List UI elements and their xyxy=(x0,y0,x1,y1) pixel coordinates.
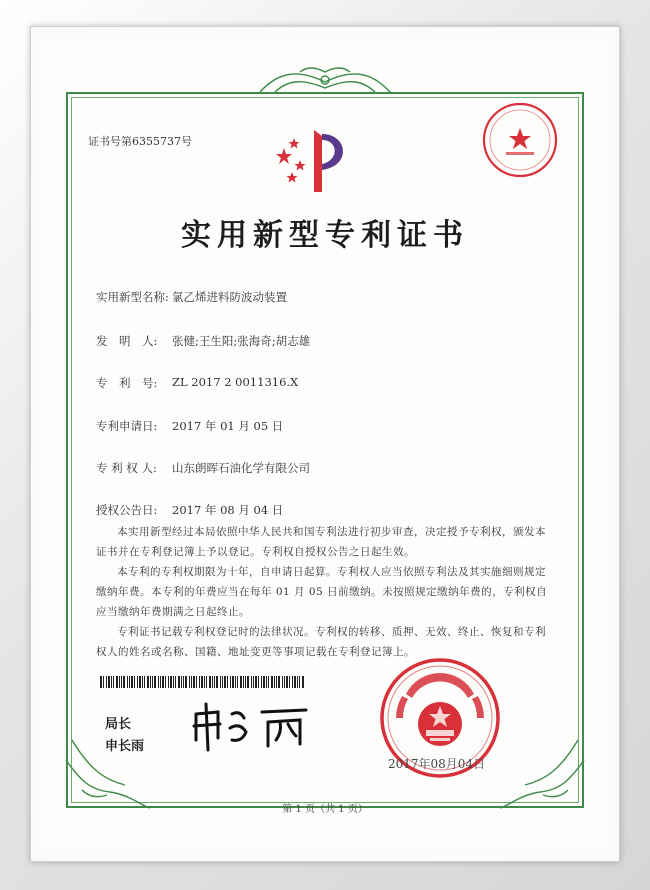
barcode-bar xyxy=(147,676,149,688)
field-label-inventor: 发 明 人: xyxy=(96,334,158,348)
barcode-bar xyxy=(206,676,207,688)
barcode-bar xyxy=(134,676,135,688)
barcode-bar xyxy=(253,676,254,688)
barcode-bar xyxy=(212,676,213,688)
barcode-bar xyxy=(245,676,246,688)
barcode-bar xyxy=(175,676,176,688)
barcode-bar xyxy=(204,676,205,688)
barcode xyxy=(100,676,306,688)
barcode-bar xyxy=(162,676,164,688)
seal-date: 2017年08月04日 xyxy=(388,757,486,771)
barcode-bar xyxy=(274,676,275,688)
barcode-bar xyxy=(297,676,298,688)
barcode-bar xyxy=(227,676,228,688)
barcode-bar xyxy=(137,676,138,688)
barcode-bar xyxy=(100,676,102,688)
barcode-bar xyxy=(129,676,130,688)
barcode-bar xyxy=(160,676,161,688)
field-label-patentee: 专 利 权 人: xyxy=(96,461,157,475)
handwritten-signature-icon xyxy=(188,700,328,752)
barcode-bar xyxy=(201,676,203,688)
barcode-bar xyxy=(232,676,234,688)
barcode-bar xyxy=(282,676,283,688)
barcode-bar xyxy=(116,676,118,688)
barcode-bar xyxy=(276,676,277,688)
barcode-bar xyxy=(286,676,288,688)
field-label-grant-date: 授权公告日: xyxy=(96,503,158,517)
barcode-bar xyxy=(243,676,244,688)
barcode-bar xyxy=(302,676,304,688)
barcode-bar xyxy=(255,676,257,688)
barcode-bar xyxy=(189,676,190,688)
barcode-bar xyxy=(209,676,211,688)
barcode-bar xyxy=(106,676,107,688)
barcode-bar xyxy=(144,676,145,688)
barcode-bar xyxy=(191,676,192,688)
barcode-bar xyxy=(103,676,104,688)
barcode-bar xyxy=(278,676,280,688)
barcode-bar xyxy=(121,676,122,688)
barcode-bar xyxy=(158,676,159,688)
barcode-bar xyxy=(268,676,269,688)
paragraph-term: 本专利的专利权期限为十年，自申请日起算。专利权人应当依照专利法及其实施细则规定缴纳年费。本专利的年费应当在每年 01 月 05 日前缴纳。未按照规定缴纳年费的，专利权自应当缴纳年费期满之日起终止。 xyxy=(96,566,548,618)
field-value-grant-date: 2017 年 08 月 04 日 xyxy=(172,503,284,517)
barcode-bar xyxy=(150,676,151,688)
barcode-bar xyxy=(251,676,252,688)
certificate-number: 证书号第6355737号 xyxy=(88,135,192,148)
chief-name: 申长雨 xyxy=(105,739,145,754)
barcode-bar xyxy=(168,676,169,688)
paragraph-grant: 本实用新型经过本局依照中华人民共和国专利法进行初步审查，决定授予专利权，颁发本证书并在专利登记簿上予以登记。专利权自授权公告之日起生效。 xyxy=(96,526,546,558)
barcode-bar xyxy=(284,676,285,688)
barcode-bar xyxy=(142,676,143,688)
field-value-patent-number: ZL 2017 2 0011316.X xyxy=(172,375,299,389)
barcode-bar xyxy=(299,676,300,688)
barcode-bar xyxy=(263,676,265,688)
barcode-bar xyxy=(154,676,156,688)
barcode-bar xyxy=(220,676,221,688)
barcode-bar xyxy=(196,676,197,688)
barcode-bar xyxy=(193,676,195,688)
barcode-bar xyxy=(108,676,110,688)
barcode-bar xyxy=(266,676,267,688)
field-label-application-date: 专利申请日: xyxy=(96,419,158,433)
field-value-patentee: 山东朗晖石油化学有限公司 xyxy=(172,461,310,475)
barcode-bar xyxy=(111,676,112,688)
barcode-bar xyxy=(224,676,226,688)
barcode-bar xyxy=(199,676,200,688)
barcode-bar xyxy=(113,676,114,688)
field-label-patent-number: 专 利 号: xyxy=(96,376,158,390)
barcode-bar xyxy=(261,676,262,688)
barcode-bar xyxy=(214,676,215,688)
barcode-bar xyxy=(240,676,242,688)
barcode-bar xyxy=(173,676,174,688)
barcode-bar xyxy=(139,676,141,688)
barcode-bar xyxy=(294,676,296,688)
barcode-bar xyxy=(247,676,249,688)
barcode-bar xyxy=(165,676,166,688)
barcode-bar xyxy=(235,676,236,688)
barcode-bar xyxy=(258,676,259,688)
barcode-bar xyxy=(119,676,120,688)
barcode-bar xyxy=(292,676,293,688)
patent-office-logo-icon xyxy=(270,126,360,196)
field-value-utility-name: 氯乙烯进料防波动装置 xyxy=(172,290,287,304)
paragraph-legal-status: 专利证书记载专利权登记时的法律状况。专利权的转移、质押、无效、终止、恢复和专利权人的姓名或名称、国籍、地址变更等事项记载在专利登记簿上。 xyxy=(96,626,546,658)
barcode-bar xyxy=(131,676,133,688)
barcode-bar xyxy=(152,676,153,688)
barcode-bar xyxy=(170,676,172,688)
barcode-bar xyxy=(127,676,128,688)
page-footer: 第 1 页（共 1 页） xyxy=(282,804,368,815)
barcode-bar xyxy=(230,676,231,688)
barcode-bar xyxy=(178,676,180,688)
barcode-bar xyxy=(237,676,238,688)
field-label-utility-name: 实用新型名称: xyxy=(96,290,169,304)
agent-seal-icon xyxy=(478,98,562,182)
barcode-bar xyxy=(222,676,223,688)
barcode-bar xyxy=(183,676,184,688)
certificate-title: 实用新型专利证书 xyxy=(181,218,469,253)
field-value-inventor: 张健;王生阳;张海奇;胡志雄 xyxy=(172,334,311,348)
barcode-bar xyxy=(216,676,218,688)
barcode-bar xyxy=(289,676,290,688)
chief-title: 局长 xyxy=(105,717,132,732)
barcode-bar xyxy=(185,676,187,688)
barcode-bar xyxy=(123,676,125,688)
barcode-bar xyxy=(271,676,273,688)
field-value-application-date: 2017 年 01 月 05 日 xyxy=(172,419,284,433)
barcode-bar xyxy=(181,676,182,688)
